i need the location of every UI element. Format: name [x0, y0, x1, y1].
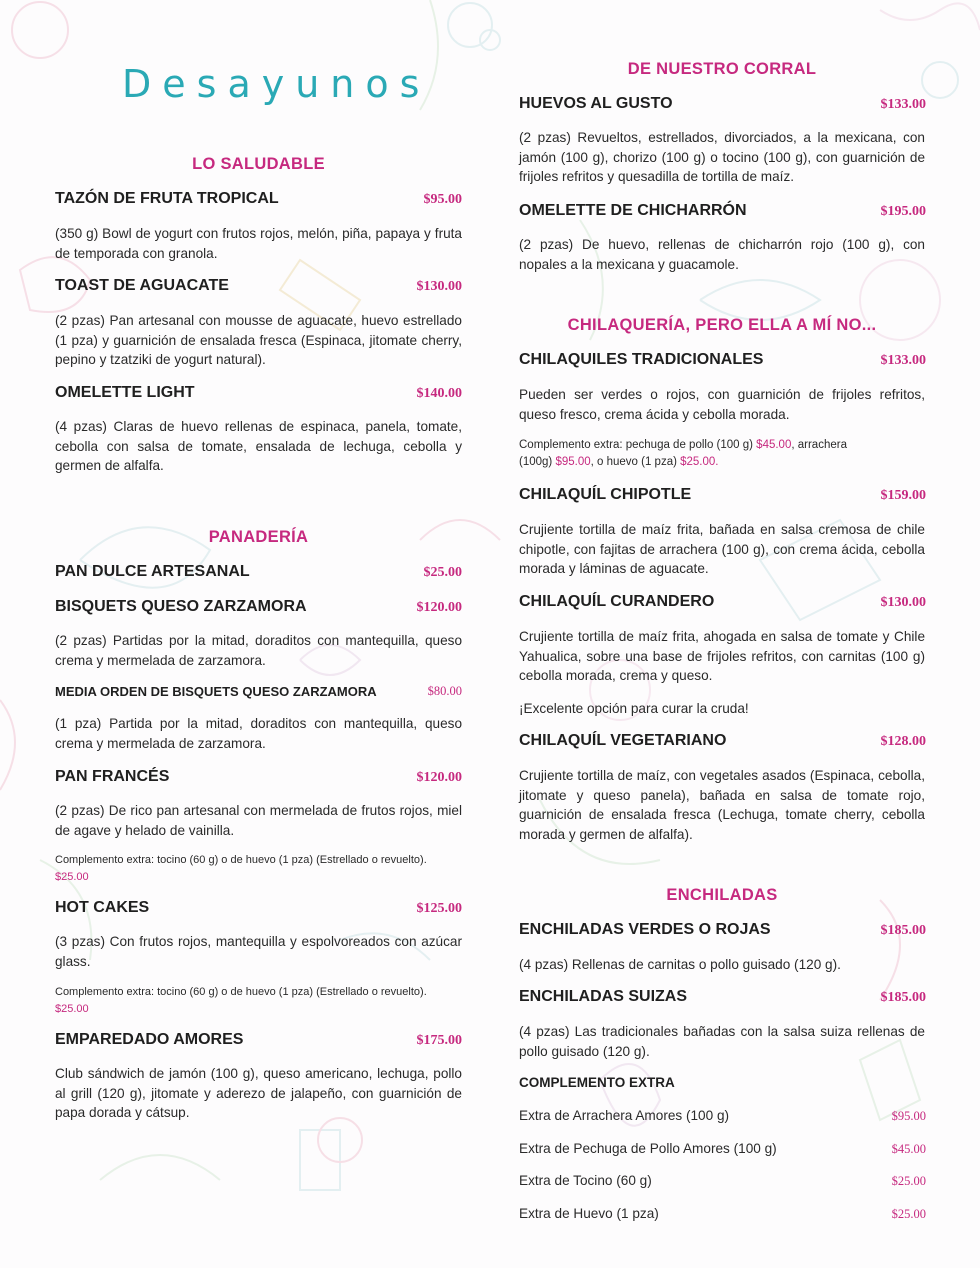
item-description: (4 pzas) Las tradicionales bañadas con la salsa suiza rellenas de pollo guisado (120 g).	[519, 1024, 925, 1059]
item-description: Club sándwich de jamón (100 g), queso americano, lechuga, pollo al grill (120 g), jitomate y aderezo de jalapeño, con guarnición de papa dorada y cátsup.	[55, 1066, 462, 1121]
section-heading-panaderia: PANADERÍA	[208, 528, 309, 546]
item-price: $185.00	[880, 923, 926, 938]
note-price: $25.00.	[680, 456, 719, 468]
note-text: Complemento extra: pechuga de pollo (100 g)	[519, 439, 757, 451]
item-name: CHILAQUILES TRADICIONALES	[519, 351, 764, 368]
item-name: TOAST DE AGUACATE	[55, 277, 229, 294]
item-description: (1 pza) Partida por la mitad, doraditos con mantequilla, queso crema y mermelada de zarzamora.	[55, 716, 462, 751]
extra-item-name: Extra de Arrachera Amores (100 g)	[519, 1108, 730, 1123]
item-price: $128.00	[880, 734, 926, 749]
item-name: OMELETTE LIGHT	[55, 384, 195, 401]
page-title: Desayunos	[122, 62, 431, 106]
item-price: $130.00	[416, 279, 462, 294]
note-price: $95.00	[555, 456, 591, 468]
section-heading-chilaqueria: CHILAQUERÍA, PERO ELLA A MÍ NO...	[567, 316, 877, 334]
item-name: BISQUETS QUESO ZARZAMORA	[55, 598, 307, 615]
item-description: (4 pzas) Claras de huevo rellenas de espinaca, panela, tomate, cebolla con salsa de tomate, ensalada de lechuga, cebolla y germen de alfalfa.	[55, 419, 462, 474]
item-description: Crujiente tortilla de maíz, con vegetales asados (Espinaca, cebolla, jitomate y queso panela), bañada en salsa de tomate rojo, guarnición de ensalada fresca (Lechuga, tomate cherry, cebolla morada y germen de alfalfa).	[519, 768, 925, 842]
item-description: (4 pzas) Rellenas de carnitas o pollo guisado (120 g).	[519, 957, 841, 972]
note-price: $25.00	[55, 871, 89, 883]
item-price: $125.00	[416, 901, 462, 916]
item-price: $175.00	[416, 1033, 462, 1048]
note-text: Complemento extra: tocino (60 g) o de huevo (1 pza) (Estrellado o revuelto).	[55, 986, 427, 998]
extra-item-price: $25.00	[891, 1174, 926, 1188]
extra-item-name: Extra de Pechuga de Pollo Amores (100 g)	[519, 1141, 777, 1156]
item-description: Crujiente tortilla de maíz frita, bañada en salsa cremosa de chile chipotle, con fajitas de arrachera (100 g), con crema ácida, cebolla morada y láminas de aguacate.	[519, 522, 925, 577]
item-price: $185.00	[880, 990, 926, 1005]
item-description: Crujiente tortilla de maíz frita, ahogada en salsa de tomate y Chile Yahualica, sobre una base de frijoles refritos, con carnitas (100 g) cebolla morada, crema y queso.	[519, 629, 925, 684]
item-name: MEDIA ORDEN DE BISQUETS QUESO ZARZAMORA	[55, 684, 377, 699]
extra-item-name: Extra de Tocino (60 g)	[519, 1173, 652, 1188]
item-name: HUEVOS AL GUSTO	[519, 95, 673, 112]
note-text: (100g)	[519, 456, 556, 468]
note-text: Complemento extra: tocino (60 g) o de huevo (1 pza) (Estrellado o revuelto).	[55, 854, 427, 866]
item-price: $133.00	[880, 97, 926, 112]
note-price: $25.00	[55, 1003, 89, 1015]
extra-item-price: $25.00	[891, 1207, 926, 1221]
item-price: $120.00	[416, 600, 462, 615]
item-name: PAN FRANCÉS	[55, 768, 170, 785]
item-name: CHILAQUÍL CURANDERO	[519, 593, 715, 610]
item-note	[519, 437, 925, 471]
item-note	[55, 852, 470, 886]
item-description: (350 g) Bowl de yogurt con frutos rojos, melón, piña, papaya y fruta de temporada con granola.	[55, 226, 462, 261]
item-price: $80.00	[427, 684, 462, 698]
item-note	[55, 984, 470, 1018]
item-price: $140.00	[416, 386, 462, 401]
note-text: , o huevo (1 pza)	[590, 456, 681, 468]
extra-item-price: $45.00	[891, 1142, 926, 1156]
item-price: $195.00	[880, 204, 926, 219]
item-description: (3 pzas) Con frutos rojos, mantequilla y espolvoreados con azúcar glass.	[55, 934, 462, 969]
item-name: OMELETTE DE CHICHARRÓN	[519, 202, 747, 219]
section-heading-enchiladas: ENCHILADAS	[666, 886, 778, 904]
note-text: , arrachera	[791, 439, 847, 451]
item-price: $25.00	[423, 565, 462, 580]
item-name: TAZÓN DE FRUTA TROPICAL	[55, 190, 279, 207]
item-tagline: ¡Excelente opción para curar la cruda!	[519, 701, 749, 716]
item-price: $133.00	[880, 353, 926, 368]
item-description: (2 pzas) Pan artesanal con mousse de aguacate, huevo estrellado (1 pza) y guarnición de ensalada fresca (Espinaca, jitomate cherry, pepino y tzatziki de yogurt natural).	[55, 313, 462, 368]
item-name: EMPAREDADO AMORES	[55, 1031, 244, 1048]
item-price: $95.00	[423, 192, 462, 207]
item-price: $159.00	[880, 488, 926, 503]
section-heading-corral: DE NUESTRO CORRAL	[627, 60, 817, 78]
item-name: HOT CAKES	[55, 899, 150, 916]
item-name: CHILAQUÍL VEGETARIANO	[519, 732, 727, 749]
item-price: $120.00	[416, 770, 462, 785]
section-heading-lo-saludable: LO SALUDABLE	[192, 155, 325, 173]
item-name: CHILAQUÍL CHIPOTLE	[519, 486, 692, 503]
item-description: (2 pzas) Revueltos, estrellados, divorciados, a la mexicana, con jamón (100 g), chorizo (100 g) o tocino (100 g), con guarnición de frijoles refritos y quesadilla de tortilla de maíz.	[519, 130, 925, 185]
note-price: $45.00	[756, 439, 792, 451]
item-description: Pueden ser verdes o rojos, con guarnición de frijoles refritos, queso fresco, crema ácida y cebolla morada.	[519, 387, 925, 422]
item-description: (2 pzas) Partidas por la mitad, doraditos con mantequilla, queso crema y mermelada de zarzamora.	[55, 633, 462, 668]
item-description: (2 pzas) De rico pan artesanal con mermelada de frutos rojos, miel de agave y helado de vainilla.	[55, 803, 462, 838]
complemento-extra-heading: COMPLEMENTO EXTRA	[519, 1075, 675, 1090]
extra-item-name: Extra de Huevo (1 pza)	[519, 1206, 659, 1221]
item-name: ENCHILADAS VERDES O ROJAS	[519, 921, 771, 938]
extra-item-price: $95.00	[891, 1109, 926, 1123]
item-price: $130.00	[880, 595, 926, 610]
item-description: (2 pzas) De huevo, rellenas de chicharrón rojo (100 g), con nopales a la mexicana y guacamole.	[519, 237, 925, 272]
item-name: PAN DULCE ARTESANAL	[55, 563, 250, 580]
item-name: ENCHILADAS SUIZAS	[519, 988, 688, 1005]
